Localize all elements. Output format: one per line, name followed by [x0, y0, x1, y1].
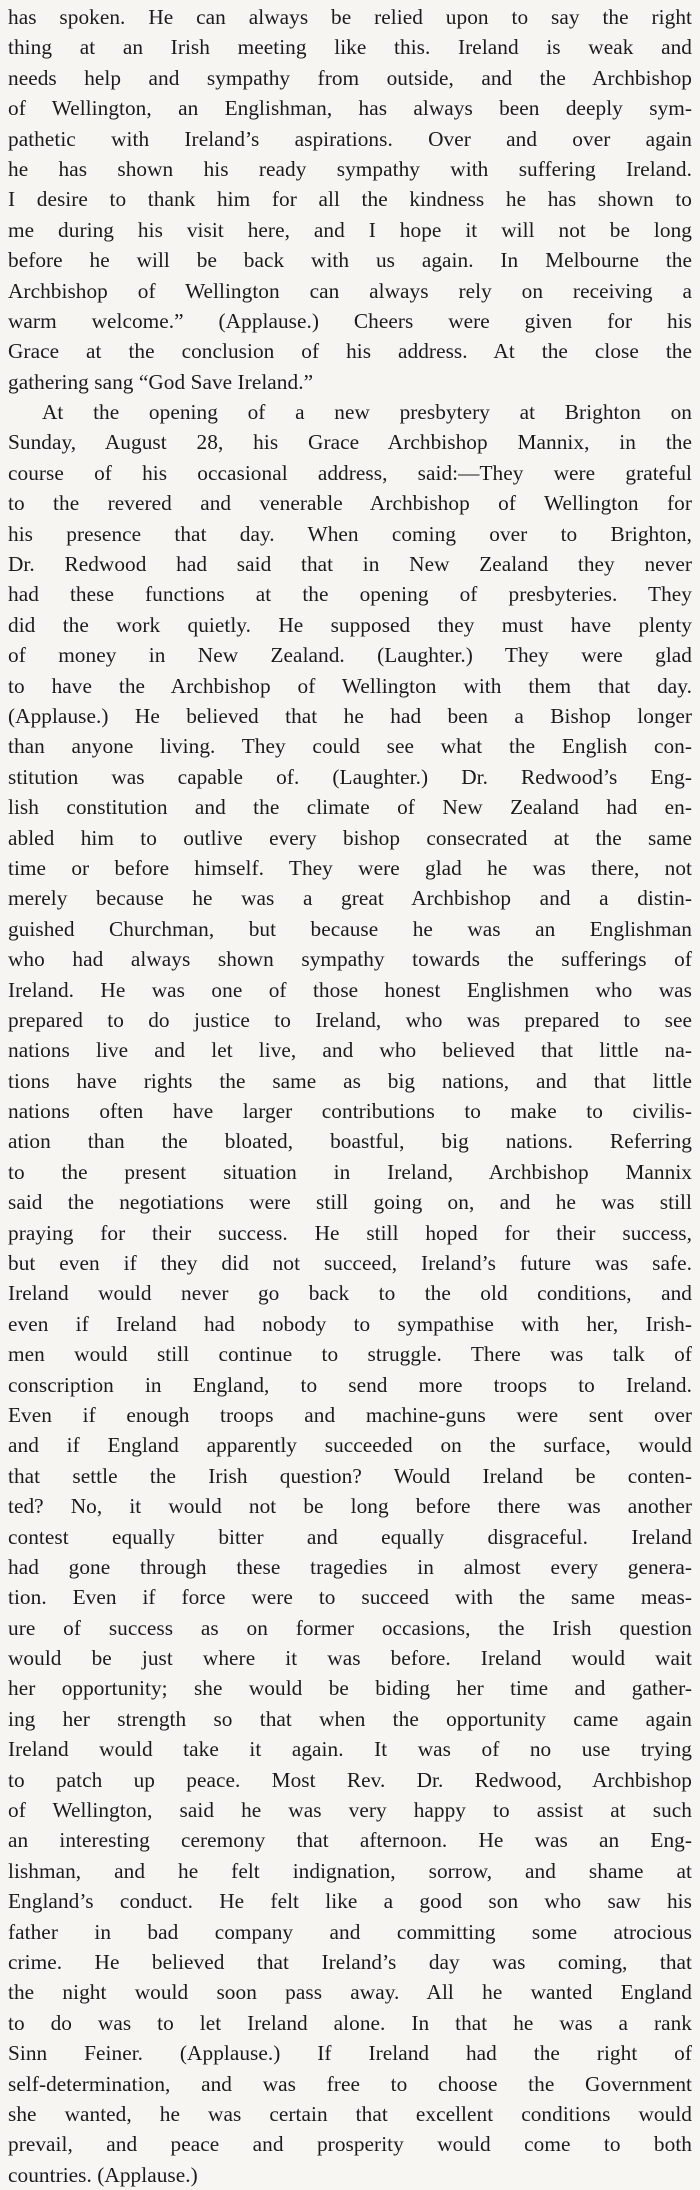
text-line: ted? No, it would not be long before there was another — [8, 1494, 692, 1519]
text-line: had gone through these tragedies in almost every genera- — [8, 1554, 692, 1579]
article-column — [8, 2, 692, 2190]
text-line: he has shown his ready sympathy with suffering Ireland. — [8, 156, 692, 181]
text-line: before he will be back with us again. In Melbourne the — [8, 248, 692, 273]
text-line: his presence that day. When coming over to Brighton, — [8, 521, 692, 546]
text-line: nations often have larger contributions to make to civilis- — [8, 1099, 692, 1124]
article-paragraph — [8, 397, 692, 2190]
text-line: even if Ireland had nobody to sympathise with her, Irish- — [8, 1311, 692, 1336]
text-line: countries. (Applause.) — [8, 2162, 198, 2187]
text-line: tion. Even if force were to succeed with the same meas- — [8, 1585, 692, 1610]
text-line: has spoken. He can always be relied upon to say the right — [8, 5, 692, 29]
text-line: gathering sang “God Save Ireland.” — [8, 369, 314, 394]
text-line: Ireland would never go back to the old conditions, and — [8, 1281, 692, 1306]
text-line: Ireland would take it again. It was of no use trying — [8, 1737, 692, 1762]
text-line: of money in New Zealand. (Laughter.) They were glad — [8, 643, 692, 668]
text-line: (Applause.) He believed that he had been a Bishop longer — [8, 703, 692, 728]
text-line: but even if they did not succeed, Ireland’s future was safe. — [8, 1251, 692, 1276]
text-line: tions have rights the same as big nations, and that little — [8, 1068, 692, 1093]
text-line: England’s conduct. He felt like a good son who saw his — [8, 1889, 692, 1914]
text-line: of Wellington, an Englishman, has always been deeply sym- — [8, 96, 692, 121]
text-line: prepared to do justice to Ireland, who was prepared to see — [8, 1007, 692, 1032]
text-line: Grace at the conclusion of his address. At the close the — [8, 339, 692, 364]
text-line: guished Churchman, but because he was an Englishman — [8, 916, 692, 941]
text-line: to do was to let Ireland alone. In that he was a rank — [8, 2010, 692, 2035]
text-line: nations live and let live, and who believed that little na- — [8, 1038, 692, 1063]
text-line: merely because he was a great Archbishop and a distin- — [8, 886, 692, 911]
text-line: lishman, and he felt indignation, sorrow, and shame at — [8, 1858, 692, 1883]
text-line: to patch up peace. Most Rev. Dr. Redwood, Archbishop — [8, 1767, 692, 1792]
text-line: than anyone living. They could see what the English con- — [8, 734, 692, 759]
text-line: contest equally bitter and equally disgraceful. Ireland — [8, 1524, 692, 1549]
text-line: stitution was capable of. (Laughter.) Dr. Redwood’s Eng- — [8, 764, 692, 789]
text-line: the night would soon pass away. All he wanted England — [8, 1980, 692, 2005]
text-line: crime. He believed that Ireland’s day was coming, that — [8, 1950, 692, 1974]
text-line: said the negotiations were still going on, and he was still — [8, 1190, 692, 1215]
text-line: me during his visit here, and I hope it will not be long — [8, 217, 692, 242]
text-line: had these functions at the opening of presbyteries. They — [8, 582, 692, 607]
article-paragraph — [8, 2, 692, 397]
text-line: I desire to thank him for all the kindness he has shown to — [8, 187, 692, 212]
text-line: father in bad company and committing some atrocious — [8, 1919, 692, 1944]
text-line: Even if enough troops and machine-guns were sent over — [8, 1402, 692, 1427]
text-line: Archbishop of Wellington can always rely on receiving a — [8, 278, 692, 303]
text-line: Ireland. He was one of those honest Englishmen who was — [8, 977, 692, 1002]
text-line: she wanted, he was certain that excellent conditions would — [8, 2101, 692, 2126]
text-line: of Wellington, said he was very happy to assist at such — [8, 1798, 692, 1823]
text-line: time or before himself. They were glad he was there, not — [8, 855, 692, 880]
text-line: Sunday, August 28, his Grace Archbishop Mannix, in the — [8, 430, 692, 455]
text-line: who had always shown sympathy towards the sufferings of — [8, 947, 692, 972]
text-line: ure of success as on former occasions, the Irish question — [8, 1615, 692, 1640]
text-line: to the present situation in Ireland, Archbishop Mannix — [8, 1159, 692, 1184]
text-line: thing at an Irish meeting like this. Ireland is weak and — [8, 35, 692, 60]
text-line: Sinn Feiner. (Applause.) If Ireland had the right of — [8, 2041, 692, 2066]
text-line: prevail, and peace and prosperity would come to both — [8, 2132, 692, 2157]
text-line: would be just where it was before. Ireland would wait — [8, 1646, 692, 1671]
text-line: to have the Archbishop of Wellington with them that day. — [8, 673, 692, 698]
text-line: that settle the Irish question? Would Ireland be conten- — [8, 1463, 692, 1488]
text-line: Dr. Redwood had said that in New Zealand they never — [8, 552, 692, 577]
text-line: needs help and sympathy from outside, and the Archbishop — [8, 65, 692, 90]
text-line: her opportunity; she would be biding her time and gather- — [8, 1676, 692, 1701]
text-line: ation than the bloated, boastful, big nations. Referring — [8, 1129, 692, 1154]
text-line: conscription in England, to send more troops to Ireland. — [8, 1372, 692, 1397]
text-line: and if England apparently succeeded on the surface, would — [8, 1433, 692, 1458]
text-line: self-determination, and was free to choose the Government — [8, 2071, 692, 2096]
text-line: to the revered and venerable Archbishop of Wellington for — [8, 491, 692, 516]
text-line: warm welcome.” (Applause.) Cheers were given for his — [8, 308, 692, 333]
text-line: did the work quietly. He supposed they must have plenty — [8, 612, 692, 637]
text-line: course of his occasional address, said:—They were grateful — [8, 460, 692, 485]
text-line: lish constitution and the climate of New Zealand had en- — [8, 795, 692, 820]
text-line: men would still continue to struggle. There was talk of — [8, 1342, 692, 1367]
text-line: abled him to outlive every bishop consecrated at the same — [8, 825, 692, 850]
text-line: praying for their success. He still hoped for their success, — [8, 1220, 692, 1245]
text-line: an interesting ceremony that afternoon. He was an Eng- — [8, 1828, 692, 1853]
text-line: pathetic with Ireland’s aspirations. Over and over again — [8, 126, 692, 151]
text-line: At the opening of a new presbytery at Brighton on — [42, 400, 692, 425]
text-line: ing her strength so that when the opportunity came again — [8, 1706, 692, 1731]
